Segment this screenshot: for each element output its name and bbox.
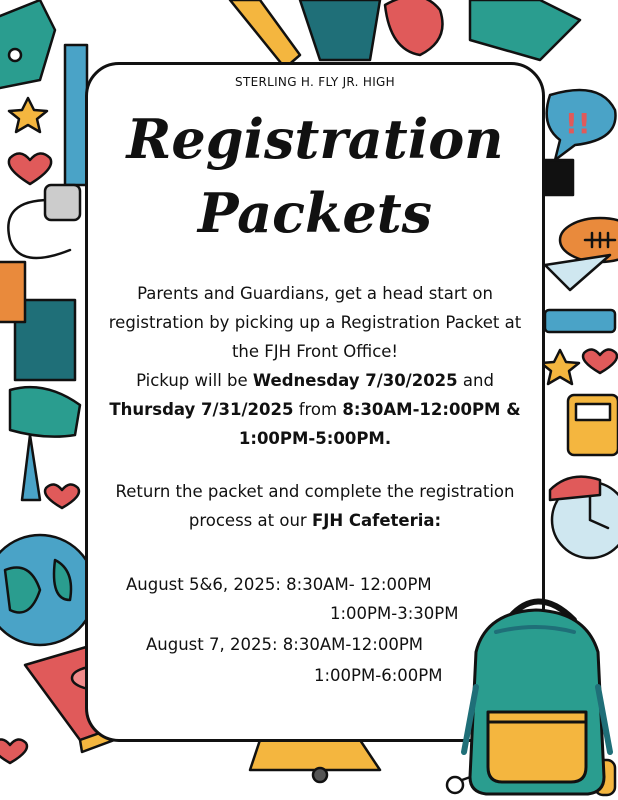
globe-icon	[0, 535, 95, 645]
pickup-from: from	[298, 400, 338, 419]
pickup-and: and	[462, 371, 494, 390]
marker-icon	[545, 310, 615, 332]
calculator-icon	[568, 395, 618, 455]
title-line-1: Registration	[126, 107, 504, 171]
heart-icon	[45, 484, 79, 508]
star-icon	[9, 98, 47, 132]
pickup-info	[96, 279, 534, 453]
pickup-prefix: Pickup will be	[136, 371, 248, 390]
beaker-icon	[470, 0, 580, 60]
pickup-hours: 8:30AM-12:00PM & 1:00PM-5:00PM.	[238, 400, 521, 448]
star-icon	[541, 350, 579, 384]
binder-clip-icon	[545, 160, 573, 195]
ruler-icon	[65, 45, 87, 185]
heart-icon	[9, 153, 51, 184]
return-text: Return the packet and complete the registration process at our	[115, 482, 515, 530]
notebook-icon	[0, 262, 25, 322]
pickup-day-1: Wednesday 7/30/2025	[252, 371, 458, 390]
backpack-icon	[456, 592, 616, 800]
return-location: FJH Cafeteria:	[311, 511, 442, 530]
apple-icon	[385, 0, 443, 55]
mouse-icon	[8, 185, 80, 258]
return-info	[96, 477, 534, 535]
schedule-row-1-second: 1:00PM-3:30PM	[330, 604, 459, 623]
bell-icon	[550, 477, 600, 500]
pencil-icon	[230, 0, 300, 68]
pickup-intro: Parents and Guardians, get a head start on registration by picking up a Registration Packet at the FJH Front Office!	[108, 284, 522, 361]
pickup-day-2: Thursday 7/31/2025	[109, 400, 294, 419]
schedule-row-1: August 5&6, 2025: 8:30AM- 12:00PM	[126, 575, 432, 594]
lamp-icon	[10, 387, 80, 500]
svg-text:!!: !!	[565, 107, 591, 140]
skateboard-icon	[250, 740, 380, 782]
schedule-row-2-second: 1:00PM-6:00PM	[314, 666, 443, 685]
speech-bubble-icon	[547, 90, 616, 160]
schedule-row-2: August 7, 2025: 8:30AM-12:00PM	[146, 635, 424, 654]
backpack-top-icon	[300, 0, 380, 60]
heart-icon	[583, 349, 617, 373]
paper-plane-icon	[545, 255, 610, 290]
heart-icon	[0, 739, 27, 763]
flask-icon	[0, 0, 55, 90]
school-name: STERLING H. FLY JR. HIGH	[235, 75, 395, 89]
title-line-2: Packets	[197, 181, 433, 245]
